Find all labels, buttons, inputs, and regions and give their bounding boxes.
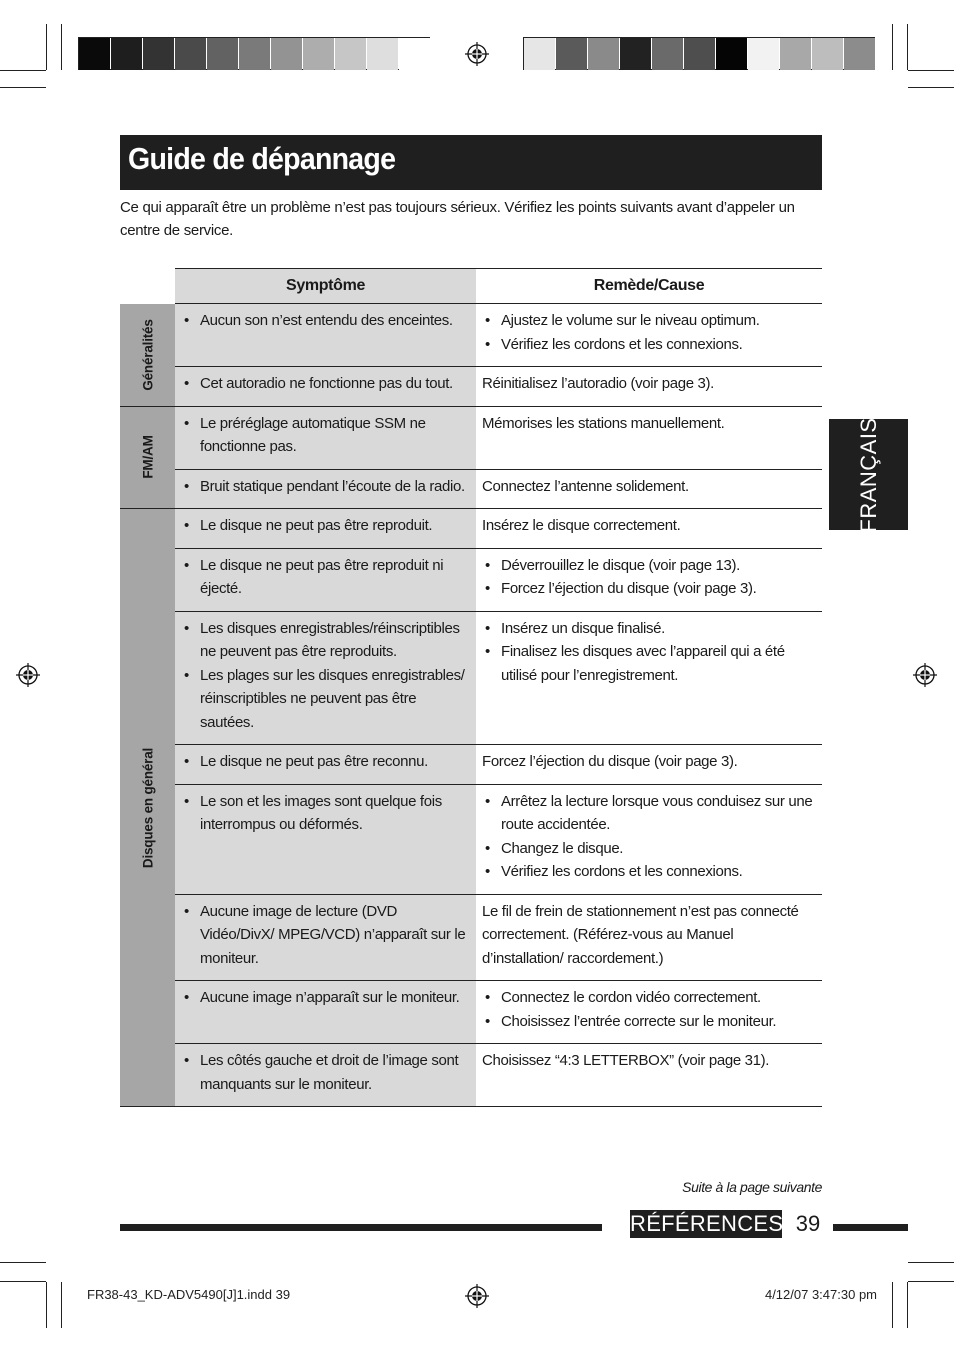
remedy-cell bbox=[476, 548, 822, 611]
color-swatch bbox=[652, 38, 683, 70]
table-row bbox=[120, 304, 822, 367]
symptom-cell bbox=[175, 611, 476, 745]
color-swatch bbox=[620, 38, 651, 70]
remedy-text: Le fil de frein de stationnement n’est pas connecté correctement. (Référez-vous au Manuel d’installation/ raccordement.) bbox=[482, 902, 799, 967]
symptom-cell bbox=[175, 406, 476, 469]
table-row bbox=[120, 1044, 822, 1107]
table-row bbox=[120, 469, 822, 509]
color-swatch bbox=[524, 38, 555, 70]
symptom-item: • Les plages sur les disques enregistrables/ réinscriptibles ne peuvent pas être sautées. bbox=[181, 664, 470, 735]
color-swatch bbox=[684, 38, 715, 70]
symptom-item: • Cet autoradio ne fonctionne pas du tout. bbox=[181, 372, 470, 396]
crop-mark bbox=[46, 24, 47, 70]
color-swatch bbox=[79, 38, 110, 70]
remedy-text: Forcez l’éjection du disque (voir page 3). bbox=[482, 753, 738, 770]
remedy-item: • Changez le disque. bbox=[482, 837, 816, 861]
symptom-item: • Aucune image n’apparaît sur le moniteur. bbox=[181, 986, 470, 1010]
registration-mark-icon bbox=[465, 42, 489, 66]
troubleshooting-table bbox=[120, 268, 822, 1107]
crop-mark bbox=[61, 24, 62, 70]
corner-cell bbox=[120, 269, 175, 304]
crop-mark bbox=[892, 24, 893, 70]
category-cell bbox=[120, 509, 175, 1107]
registration-mark-icon bbox=[16, 663, 40, 687]
footer-rule-right bbox=[833, 1224, 908, 1231]
symptom-cell bbox=[175, 548, 476, 611]
color-swatch bbox=[780, 38, 811, 70]
remedy-text: Insérez le disque correctement. bbox=[482, 517, 681, 534]
table-row bbox=[120, 894, 822, 981]
language-tab-label: FRANÇAIS bbox=[855, 416, 881, 533]
crop-mark bbox=[908, 87, 954, 88]
section-badge: RÉFÉRENCES bbox=[630, 1211, 784, 1236]
remedy-text: Réinitialisez l’autoradio (voir page 3). bbox=[482, 375, 714, 392]
color-swatch bbox=[239, 38, 270, 70]
page-title: Guide de dépannage bbox=[128, 141, 396, 176]
symptom-item: • Les côtés gauche et droit de l’image sont manquants sur le moniteur. bbox=[181, 1049, 470, 1096]
table-row bbox=[120, 981, 822, 1044]
table-row bbox=[120, 548, 822, 611]
remedy-text: Choisissez “4:3 LETTERBOX” (voir page 31). bbox=[482, 1052, 770, 1069]
color-swatch bbox=[812, 38, 843, 70]
crop-mark bbox=[907, 1282, 908, 1328]
symptom-item: • Le son et les images sont quelque fois interrompus ou déformés. bbox=[181, 790, 470, 837]
category-label: Disques en général bbox=[139, 747, 155, 868]
color-swatch bbox=[367, 38, 398, 70]
color-swatch bbox=[335, 38, 366, 70]
slug-timestamp: 4/12/07 3:47:30 pm bbox=[764, 1287, 877, 1302]
remedy-cell bbox=[476, 745, 822, 785]
remedy-text: Mémorises les stations manuellement. bbox=[482, 414, 725, 432]
remedy-item: • Arrêtez la lecture lorsque vous conduisez sur une route accidentée. bbox=[482, 790, 816, 837]
remedy-cell bbox=[476, 367, 822, 407]
remedy-cell bbox=[476, 406, 822, 469]
symptom-item: • Les disques enregistrables/réinscriptibles ne peuvent pas être reproduits. bbox=[181, 617, 470, 664]
crop-mark bbox=[908, 1281, 954, 1282]
color-swatch bbox=[716, 38, 747, 70]
crop-mark bbox=[61, 1282, 62, 1328]
symptom-cell bbox=[175, 784, 476, 894]
color-swatch bbox=[207, 38, 238, 70]
remedy-item: • Ajustez le volume sur le niveau optimum. bbox=[482, 309, 816, 333]
registration-mark-icon bbox=[913, 663, 937, 687]
crop-mark bbox=[908, 70, 954, 71]
symptom-item: • Le disque ne peut pas être reconnu. bbox=[181, 750, 470, 774]
table-row bbox=[120, 509, 822, 549]
color-swatch bbox=[271, 38, 302, 70]
registration-mark-icon bbox=[465, 1284, 489, 1308]
symptom-cell bbox=[175, 304, 476, 367]
symptom-cell bbox=[175, 469, 476, 509]
color-swatch bbox=[143, 38, 174, 70]
category-cell bbox=[120, 406, 175, 509]
table-row bbox=[120, 367, 822, 407]
symptom-cell bbox=[175, 894, 476, 981]
page-number: 39 bbox=[795, 1211, 821, 1236]
category-label: Généralités bbox=[139, 318, 155, 391]
symptom-cell bbox=[175, 367, 476, 407]
remedy-cell bbox=[476, 611, 822, 745]
crop-mark bbox=[0, 87, 46, 88]
remedy-item: • Connectez le cordon vidéo correctement. bbox=[482, 986, 816, 1010]
remedy-cell bbox=[476, 1044, 822, 1107]
remedy-item: • Forcez l’éjection du disque (voir page 3). bbox=[482, 577, 816, 601]
crop-mark bbox=[908, 1262, 954, 1263]
color-swatch bbox=[175, 38, 206, 70]
color-swatch bbox=[399, 38, 430, 70]
table-row bbox=[120, 611, 822, 745]
slug-filename: FR38-43_KD-ADV5490[J]1.indd 39 bbox=[87, 1287, 291, 1302]
crop-mark bbox=[907, 24, 908, 70]
remedy-item: • Vérifiez les cordons et les connexions. bbox=[482, 333, 816, 357]
symptom-cell bbox=[175, 981, 476, 1044]
symptom-item: • Aucun son n’est entendu des enceintes. bbox=[181, 309, 470, 333]
remedy-item: • Finalisez les disques avec l’appareil qui a été utilisé pour l’enregistrement. bbox=[482, 640, 816, 687]
symptom-cell bbox=[175, 745, 476, 785]
continued-note: Suite à la page suivante bbox=[682, 1179, 822, 1195]
header-remedy: Remède/Cause bbox=[476, 269, 822, 304]
language-tab bbox=[829, 416, 908, 533]
remedy-cell bbox=[476, 784, 822, 894]
intro-paragraph: Ce qui apparaît être un problème n’est pas toujours sérieux. Vérifiez les points suivants avant d’appeler un centre de service. bbox=[120, 199, 795, 239]
header-symptom: Symptôme bbox=[175, 269, 476, 304]
remedy-text: Connectez l’antenne solidement. bbox=[482, 477, 689, 495]
table-body bbox=[120, 304, 822, 1107]
remedy-item: • Vérifiez les cordons et les connexions. bbox=[482, 860, 816, 884]
table-row bbox=[120, 784, 822, 894]
color-swatch bbox=[556, 38, 587, 70]
color-swatch bbox=[111, 38, 142, 70]
remedy-item: • Insérez un disque finalisé. bbox=[482, 617, 816, 641]
table-row bbox=[120, 406, 822, 469]
symptom-cell bbox=[175, 509, 476, 549]
symptom-item: • Aucune image de lecture (DVD Vidéo/DivX/ MPEG/VCD) n’apparaît sur le moniteur. bbox=[181, 900, 470, 971]
color-swatch bbox=[748, 38, 779, 70]
remedy-item: • Déverrouillez le disque (voir page 13). bbox=[482, 554, 816, 578]
remedy-cell bbox=[476, 981, 822, 1044]
symptom-item: • Le disque ne peut pas être reproduit. bbox=[181, 514, 470, 538]
color-swatch bbox=[588, 38, 619, 70]
crop-mark bbox=[892, 1282, 893, 1328]
remedy-cell bbox=[476, 304, 822, 367]
table-row bbox=[120, 745, 822, 785]
symptom-item: • Le préréglage automatique SSM ne fonctionne pas. bbox=[181, 412, 470, 459]
remedy-item: • Choisissez l’entrée correcte sur le moniteur. bbox=[482, 1010, 816, 1034]
crop-mark bbox=[0, 70, 46, 71]
title-bar bbox=[120, 135, 822, 190]
category-cell bbox=[120, 304, 175, 407]
color-swatch bbox=[844, 38, 875, 70]
symptom-cell bbox=[175, 1044, 476, 1107]
symptom-item: • Bruit statique pendant l’écoute de la radio. bbox=[181, 475, 470, 499]
remedy-cell bbox=[476, 894, 822, 981]
crop-mark bbox=[0, 1262, 46, 1263]
symptom-item: • Le disque ne peut pas être reproduit ni éjecté. bbox=[181, 554, 470, 601]
remedy-cell bbox=[476, 469, 822, 509]
crop-mark bbox=[0, 1281, 46, 1282]
color-swatch bbox=[303, 38, 334, 70]
category-label: FM/AM bbox=[139, 435, 155, 479]
remedy-cell bbox=[476, 509, 822, 549]
crop-mark bbox=[46, 1282, 47, 1328]
footer-rule-left bbox=[120, 1224, 602, 1231]
